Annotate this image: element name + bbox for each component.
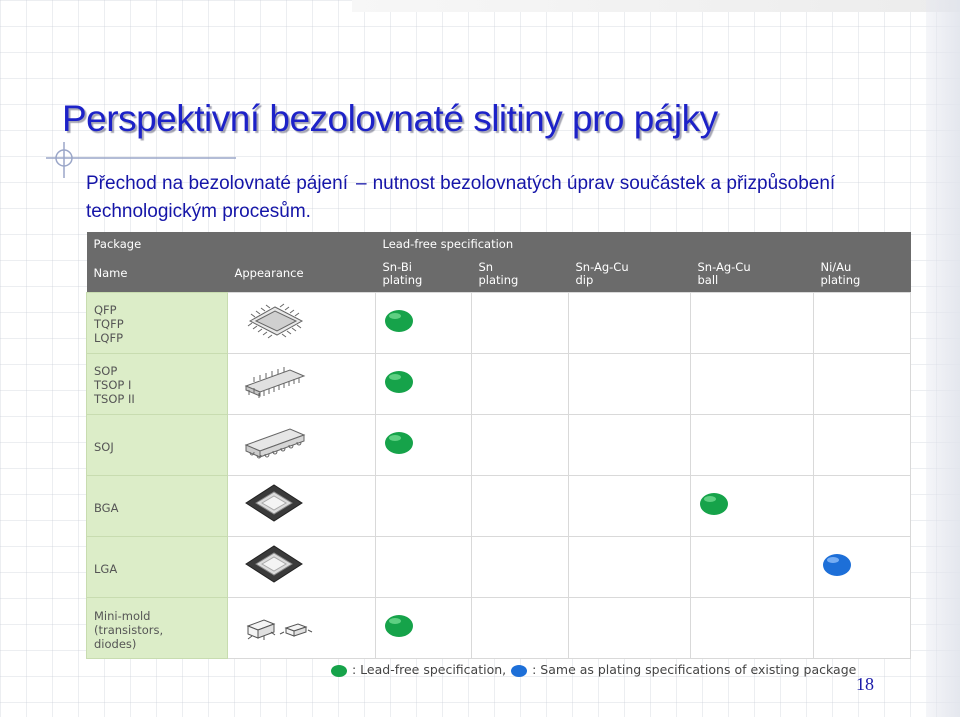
mark-cell [814,536,911,597]
mark-cell [569,597,691,658]
mark-cell [376,353,472,414]
header-row-1 [87,232,911,256]
header-package: Package [87,232,376,256]
mark-cell [376,414,472,475]
soj-chip-icon [240,421,310,465]
appearance-cell [228,292,376,353]
mark-cell [691,292,814,353]
slide-subtitle [86,170,846,226]
legend-blue-text: : Same as plating specifications of existing package [532,662,857,677]
package-name-cell: SOJ [87,414,228,475]
green-mark-icon [384,614,414,638]
mark-cell [472,353,569,414]
subtitle-part-2: nutnost bezolovnatých úprav součástek a přizpůsobení technologickým procesům. [86,173,836,222]
subtitle-dash: – [355,173,367,194]
package-name-cell: SOP TSOP I TSOP II [87,353,228,414]
table-row [87,414,911,475]
mark-cell [472,475,569,536]
mark-cell [376,597,472,658]
mark-cell [691,536,814,597]
header-row-2 [87,256,911,292]
sop-chip-icon [240,360,310,404]
table-row [87,475,911,536]
legend-green-text: : Lead-free specification, [351,662,507,677]
appearance-cell [228,597,376,658]
header-lead-free-spec: Lead-free specification [376,232,911,256]
mark-cell [472,414,569,475]
page-number: 18 [856,674,874,694]
mark-cell [569,414,691,475]
legend [330,662,856,678]
mark-cell [472,597,569,658]
mark-cell [691,597,814,658]
table-row [87,353,911,414]
mark-cell [376,292,472,353]
package-name-cell: BGA [87,475,228,536]
appearance-cell [228,536,376,597]
mark-cell [472,292,569,353]
right-decor-bar [926,0,960,717]
mini-mold-icon [240,606,320,646]
appearance-cell [228,414,376,475]
mark-cell [814,414,911,475]
table-row [87,536,911,597]
mark-cell [814,475,911,536]
mark-cell [691,353,814,414]
mark-cell [569,536,691,597]
green-mark-icon [699,492,729,516]
mark-cell [376,536,472,597]
legend-blue-icon [510,664,528,678]
col-header-spec-3: Sn-Ag-Cu dip [569,256,691,292]
legend-green-icon [330,664,348,678]
appearance-cell [228,475,376,536]
package-name-cell: LGA [87,536,228,597]
qfp-chip-icon [240,299,310,343]
slide-title: Perspektivní bezolovnaté slitiny pro pájky [62,98,718,139]
table-row [87,292,911,353]
mark-cell [691,414,814,475]
green-mark-icon [384,431,414,455]
col-header-appearance: Appearance [228,256,376,292]
table-row [87,597,911,658]
top-decor-bar [352,0,960,12]
col-header-spec-2: Sn plating [472,256,569,292]
blue-mark-icon [822,553,852,577]
mark-cell [691,475,814,536]
package-name-cell: QFP TQFP LQFP [87,292,228,353]
mark-cell [376,475,472,536]
green-mark-icon [384,370,414,394]
mark-cell [814,597,911,658]
mark-cell [472,536,569,597]
subtitle-part-1: Přechod na bezolovnaté pájení [86,173,348,194]
col-header-spec-1: Sn-Bi plating [376,256,472,292]
col-header-spec-4: Sn-Ag-Cu ball [691,256,814,292]
green-mark-icon [384,309,414,333]
mark-cell [569,292,691,353]
mark-cell [569,475,691,536]
col-header-spec-5: Ni/Au plating [814,256,911,292]
mark-cell [814,353,911,414]
bga-chip-icon [240,479,310,529]
col-header-name: Name [87,256,228,292]
lga-chip-icon [240,540,310,590]
mark-cell [569,353,691,414]
package-name-cell: Mini-mold (transistors, diodes) [87,597,228,658]
appearance-cell [228,353,376,414]
mark-cell [814,292,911,353]
package-spec-table [86,232,911,659]
